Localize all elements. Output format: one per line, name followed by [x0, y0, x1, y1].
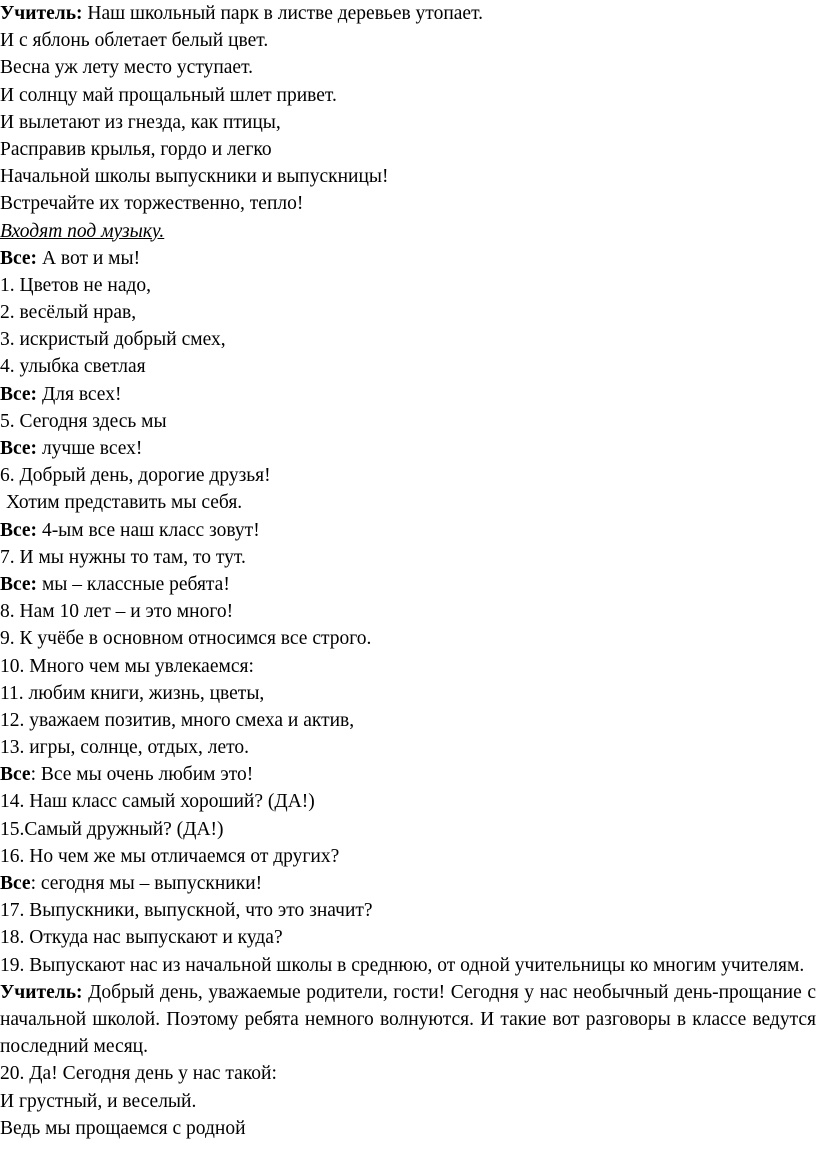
speaker-label: Все: [0, 764, 31, 786]
line-text: И вылетают из гнезда, как птицы,: [0, 111, 281, 133]
line-text: И грустный, и веселый.: [0, 1090, 197, 1112]
line-text: Начальной школы выпускники и выпускницы!: [0, 166, 389, 188]
line-text: 3. искристый добрый смех,: [0, 329, 226, 351]
line-text: : сегодня мы – выпускники!: [30, 873, 263, 894]
text-line: [0, 816, 816, 843]
text-line: [0, 326, 816, 353]
line-text: Весна уж лету место уступает.: [0, 57, 254, 79]
line-text: 4-ым все наш класс зовут!: [37, 519, 260, 541]
line-text: мы – классные ребята!: [37, 573, 230, 595]
line-text: 7. И мы нужны то там, то тут.: [0, 546, 246, 568]
text-line: [0, 299, 816, 326]
text-line: [0, 924, 816, 951]
text-line: [0, 1060, 816, 1087]
speaker-line: [0, 979, 816, 1061]
line-text: Для всех!: [37, 383, 122, 405]
line-text: И с яблонь облетает белый цвет.: [0, 30, 269, 52]
line-text: А вот и мы!: [37, 247, 141, 269]
speaker-line: [0, 0, 816, 27]
line-text: 19. Выпускают нас из начальной школы в среднюю, от одной учительницы ко многим учителям.: [0, 954, 805, 976]
speaker-label: Все: [0, 873, 31, 894]
text-line: [0, 82, 816, 109]
line-text: И солнцу май прощальный шлет привет.: [0, 84, 337, 106]
speaker-label: Все:: [0, 247, 38, 269]
speaker-line: [0, 245, 816, 272]
line-text: Хотим представить мы себя.: [6, 492, 243, 514]
text-line: [0, 544, 816, 571]
line-text: Добрый день, уважаемые родители, гости! Сегодня у нас необычный день-прощание с начальной школой. Поэтому ребята немного волнуются. И такие вот разговоры в классе ведутся последний месяц.: [0, 981, 816, 1058]
line-text: Расправив крылья, гордо и легко: [0, 138, 272, 160]
text-line: [0, 1115, 816, 1142]
line-text: 16. Но чем же мы отличаемся от других?: [0, 845, 340, 867]
text-line: [0, 653, 816, 680]
line-text: 14. Наш класс самый хороший? (ДА!): [0, 791, 315, 813]
speaker-label: Все:: [0, 573, 38, 595]
text-line: [0, 109, 816, 136]
text-line: [0, 680, 816, 707]
text-line: [0, 27, 816, 54]
text-line: [0, 625, 816, 652]
line-text: 17. Выпускники, выпускной, что это значит?: [0, 900, 373, 922]
text-line: [0, 952, 816, 979]
text-line: [0, 272, 816, 299]
line-text: Ведь мы прощаемся с родной: [0, 1117, 246, 1139]
text-line: [0, 353, 816, 380]
speaker-label: Учитель:: [0, 981, 83, 1003]
line-text: 12. уважаем позитив, много смеха и актив,: [0, 709, 355, 731]
line-text: 4. улыбка светлая: [0, 356, 146, 378]
text-line: [0, 843, 816, 870]
line-text: 9. К учёбе в основном относимся все строго.: [0, 628, 372, 650]
text-line: [0, 707, 816, 734]
stage-direction: [0, 218, 816, 245]
text-line: [0, 408, 816, 435]
speaker-line: [0, 761, 816, 788]
speaker-label: Все:: [0, 383, 38, 405]
text-line: [0, 897, 816, 924]
line-text: 18. Откуда нас выпускают и куда?: [0, 927, 283, 949]
line-text: 13. игры, солнце, отдых, лето.: [0, 737, 249, 759]
line-text: 11. любим книги, жизнь, цветы,: [0, 682, 265, 704]
stage-direction-text: Входят под музыку.: [0, 220, 165, 242]
text-line: [0, 734, 816, 761]
text-line: [0, 788, 816, 815]
text-line: [0, 163, 816, 190]
line-text: 5. Сегодня здесь мы: [0, 410, 167, 432]
speaker-line: [0, 571, 816, 598]
speaker-line: [0, 517, 816, 544]
speaker-label: Учитель:: [0, 3, 83, 24]
line-text: 6. Добрый день, дорогие друзья!: [0, 465, 271, 487]
text-line: [0, 1088, 816, 1115]
speaker-line: [0, 870, 816, 897]
speaker-line: [0, 381, 816, 408]
line-text: : Все мы очень любим это!: [30, 764, 254, 786]
line-text: 15.Самый дружный? (ДА!): [0, 818, 224, 840]
speaker-line: [0, 435, 816, 462]
line-text: Наш школьный парк в листве деревьев утопает.: [82, 3, 483, 24]
text-line: [0, 598, 816, 625]
text-line: [0, 136, 816, 163]
line-text: 20. Да! Сегодня день у нас такой:: [0, 1063, 277, 1085]
line-text: Встречайте их торжественно, тепло!: [0, 193, 304, 215]
text-line: [0, 489, 816, 516]
text-line: [0, 54, 816, 81]
line-text: 8. Нам 10 лет – и это много!: [0, 601, 234, 623]
speaker-label: Все:: [0, 519, 38, 541]
text-line: [0, 190, 816, 217]
line-text: 10. Много чем мы увлекаемся:: [0, 655, 254, 677]
speaker-label: Все:: [0, 438, 38, 459]
text-line: [0, 462, 816, 489]
line-text: 2. весёлый нрав,: [0, 302, 137, 324]
line-text: лучше всех!: [37, 438, 143, 459]
line-text: 1. Цветов не надо,: [0, 274, 152, 296]
